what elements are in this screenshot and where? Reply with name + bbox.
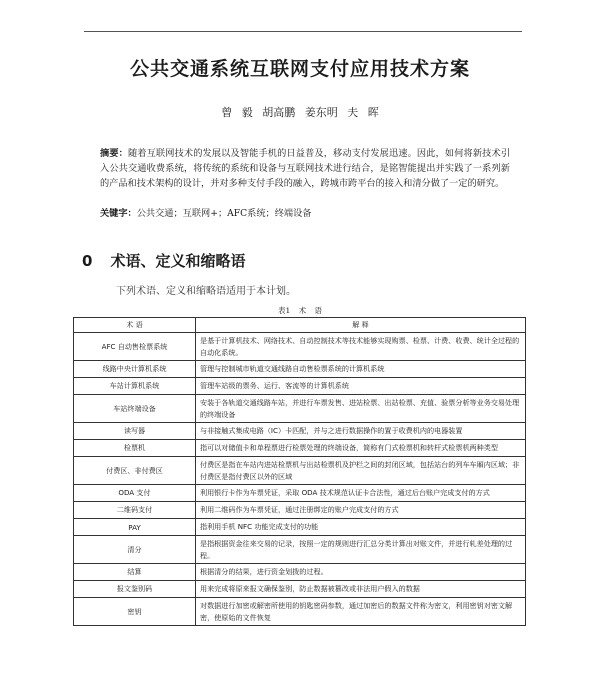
table-row (74, 581, 526, 598)
table-row (74, 457, 526, 485)
definition-cell: 管理与控制城市轨道交通线路自动售检票系统的计算机系统 (196, 361, 526, 378)
abstract (100, 146, 510, 191)
terms-table (73, 317, 526, 626)
definition-cell: 指可以对储值卡和单程票进行检票处理的终端设备，简称有门式检票机和转杆式检票机两种类型 (196, 440, 526, 457)
definition-cell: 是指根据资金往来交易的记录，按照一定的规则进行汇总分类计算出对账文件，并进行轧差处理的过程。 (196, 536, 526, 564)
definition-cell: 根据清分的结果，进行资金划拨的过程。 (196, 564, 526, 581)
table-row (74, 519, 526, 536)
definition-cell: 安装于各轨道交通线路车站，并进行车票发售、进站检票、出站检票、充值、验票分析等业务交易处理的终端设备 (196, 395, 526, 423)
table-row (74, 378, 526, 395)
abstract-text: 随着互联网技术的发展以及智能手机的日益普及，移动支付发展迅速。因此，如何将新技术引入公共交通收费系统，将传统的系统和设备与互联网技术进行结合，是铭智能提出并实践了一系列新的产品和技术架构的设计，并对多种支付手段的融入，跨城市跨平台的接入和清分做了一定的研究。 (100, 148, 511, 189)
header-rule (84, 31, 522, 32)
term-cell: ODA 支付 (74, 485, 196, 502)
term-cell: 线路中央计算机系统 (74, 361, 196, 378)
author: 姜东明 (304, 106, 338, 119)
table-row (74, 361, 526, 378)
term-cell: 车站计算机系统 (74, 378, 196, 395)
table-row (74, 536, 526, 564)
paper-title: 公共交通系统互联网支付应用技术方案 (129, 58, 470, 80)
table-row (74, 564, 526, 581)
keywords-label: 关键字： (100, 208, 137, 219)
definition-cell: 指利用手机 NFC 功能完成支付的功能 (196, 519, 526, 536)
section-number: 0 (82, 252, 93, 270)
table-row (74, 440, 526, 457)
term-cell: 车站终端设备 (74, 395, 196, 423)
table-caption: 表1 术 语 (277, 306, 323, 315)
definition-cell: 用来完成将原来报文确保鉴别，防止数据被篡改或非法用户假入的数据 (196, 581, 526, 598)
header-definition: 解 释 (196, 318, 526, 333)
term-cell: 密钥 (74, 598, 196, 626)
section-heading (82, 250, 245, 271)
author: 胡高鹏 (262, 106, 296, 119)
term-cell: 读写器 (74, 423, 196, 440)
definition-cell: 管理车站级的票务、运行、客流等的计算机系统 (196, 378, 526, 395)
section-title: 术语、定义和缩略语 (110, 252, 246, 270)
table-row (74, 485, 526, 502)
table-row (74, 598, 526, 626)
author: 夫 晖 (347, 106, 379, 119)
table-row (74, 333, 526, 361)
keywords (100, 205, 510, 219)
table-row (74, 395, 526, 423)
table-body (74, 333, 526, 626)
term-cell: 报文鉴别码 (74, 581, 196, 598)
term-cell: 清分 (74, 536, 196, 564)
header-term: 术 语 (74, 318, 196, 333)
keywords-text: 公共交通；互联网+；AFC系统；终端设备 (136, 208, 312, 219)
definition-cell: 付费区是指在车站内进站检票机与出站检票机及护栏之间的封闭区域，包括站台的列车车厢内区域；非付费区是指付费区以外的区域 (196, 457, 526, 485)
author: 曾 毅 (221, 106, 253, 119)
abstract-label: 摘要： (100, 148, 128, 159)
definition-cell: 利用银行卡作为车票凭证，采取 ODA 技术规范认证卡合法性，通过后台账户完成支付的方式 (196, 485, 526, 502)
term-cell: 付费区、非付费区 (74, 457, 196, 485)
definition-cell: 是基于计算机技术、网络技术、自动控制技术等技术能够实现购票、检票、计费、收费、统计全过程的自动化系统。 (196, 333, 526, 361)
table-row (74, 502, 526, 519)
section-intro: 下列术语、定义和缩略语适用于本计划。 (116, 286, 296, 297)
term-cell: 二维码支付 (74, 502, 196, 519)
term-cell: 检票机 (74, 440, 196, 457)
term-cell: AFC 自动售检票系统 (74, 333, 196, 361)
term-cell: PAY (74, 519, 196, 536)
term-cell: 结算 (74, 564, 196, 581)
table-header-row (74, 318, 526, 333)
table-row (74, 423, 526, 440)
definition-cell: 与非接触式集成电路（IC）卡匹配，并与之进行数据操作的置于收费机内的电器装置 (196, 423, 526, 440)
author-list (0, 104, 600, 120)
definition-cell: 利用二维码作为车票凭证，通过注册绑定的账户完成支付的方式 (196, 502, 526, 519)
definition-cell: 对数据进行加密或解密所使用的钥匙密码参数，通过加密后的数据文件称为密文，利用密钥对密文解密，使原始的文件恢复 (196, 598, 526, 626)
